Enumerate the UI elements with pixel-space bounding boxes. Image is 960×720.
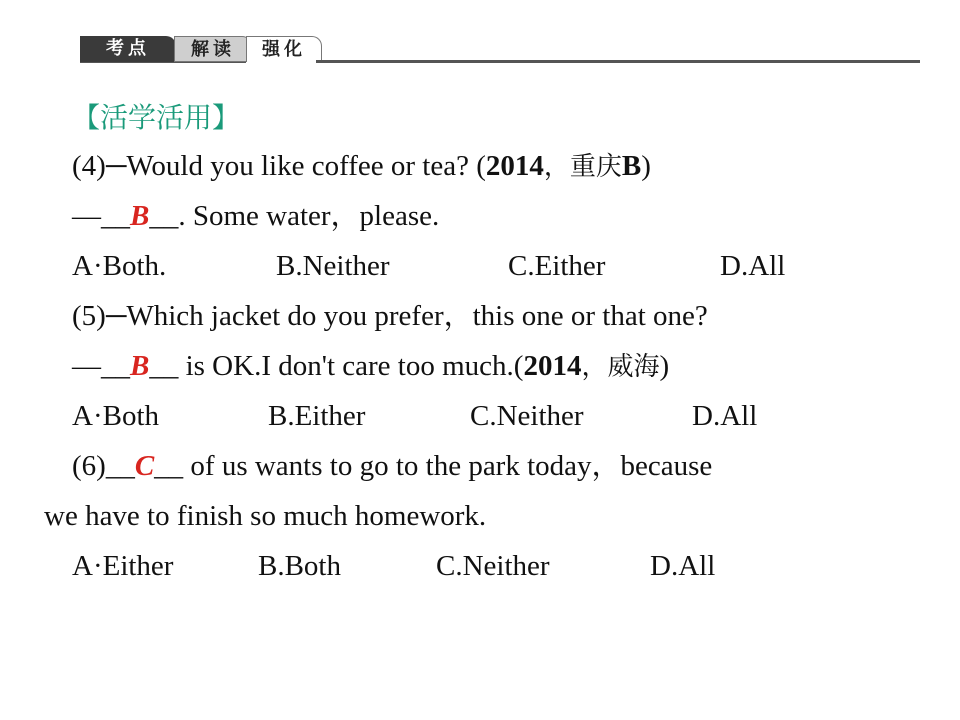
q6-prompt-post: __ of us wants to go to the park today，because bbox=[154, 450, 713, 482]
q6-option-a[interactable]: A·Either bbox=[72, 550, 174, 582]
q6-prompt bbox=[72, 448, 712, 484]
q5-reply-pre: —__ bbox=[72, 350, 130, 382]
q4-close: ) bbox=[641, 150, 651, 182]
q5-year: 2014 bbox=[523, 350, 582, 382]
q4-place-b: B bbox=[621, 150, 642, 182]
q6-prompt-continued: we have to finish so much homework. bbox=[44, 500, 487, 532]
q5-option-a[interactable]: A·Both bbox=[72, 400, 159, 432]
q5-reply bbox=[72, 348, 669, 385]
q5-close: ) bbox=[659, 350, 670, 382]
tab-underline bbox=[316, 60, 920, 63]
q4-answer: B bbox=[130, 200, 150, 232]
q4-year: 2014 bbox=[485, 150, 544, 182]
tab-jiedu[interactable]: 解读 bbox=[174, 36, 252, 62]
q4-option-d[interactable]: D.All bbox=[720, 250, 786, 282]
q5-sep: ， bbox=[581, 352, 608, 382]
q4-prompt bbox=[72, 148, 651, 185]
q5-prompt: (5)─Which jacket do you prefer，this one or that one? bbox=[72, 300, 708, 332]
q5-answer: B bbox=[130, 350, 150, 382]
q4-reply-pre: —__ bbox=[72, 200, 130, 232]
tab-bar bbox=[80, 36, 920, 64]
q6-answer: C bbox=[134, 450, 155, 482]
q5-reply-post: __ is OK.I don't care too much.( bbox=[149, 350, 524, 382]
q4-options bbox=[72, 248, 785, 284]
q5-options bbox=[72, 398, 757, 434]
q4-sep: ， bbox=[543, 152, 570, 182]
q5-option-b[interactable]: B.Either bbox=[268, 400, 366, 432]
tab-kaodian[interactable]: 考点 bbox=[80, 36, 176, 62]
tab-qianghua[interactable]: 强化 bbox=[246, 36, 322, 62]
q5-option-c[interactable]: C.Neither bbox=[470, 400, 584, 432]
q6-option-c[interactable]: C.Neither bbox=[436, 550, 550, 582]
q4-prompt-text: (4)─Would you like coffee or tea? ( bbox=[72, 150, 486, 182]
q6-option-d[interactable]: D.All bbox=[650, 550, 716, 582]
q4-option-c[interactable]: C.Either bbox=[508, 250, 606, 282]
q6-prompt-pre: (6)__ bbox=[72, 450, 135, 482]
q6-option-b[interactable]: B.Both bbox=[258, 550, 341, 582]
q4-option-a[interactable]: A·Both. bbox=[72, 250, 167, 282]
q4-reply bbox=[72, 198, 439, 234]
q4-option-b[interactable]: B.Neither bbox=[276, 250, 390, 282]
q4-place: 重庆 bbox=[569, 152, 622, 182]
section-title: 【活学活用】 bbox=[72, 101, 241, 134]
q5-place: 威海 bbox=[607, 352, 660, 382]
q6-options bbox=[72, 548, 715, 584]
q4-reply-post: __. Some water，please. bbox=[149, 200, 440, 232]
q5-option-d[interactable]: D.All bbox=[692, 400, 758, 432]
